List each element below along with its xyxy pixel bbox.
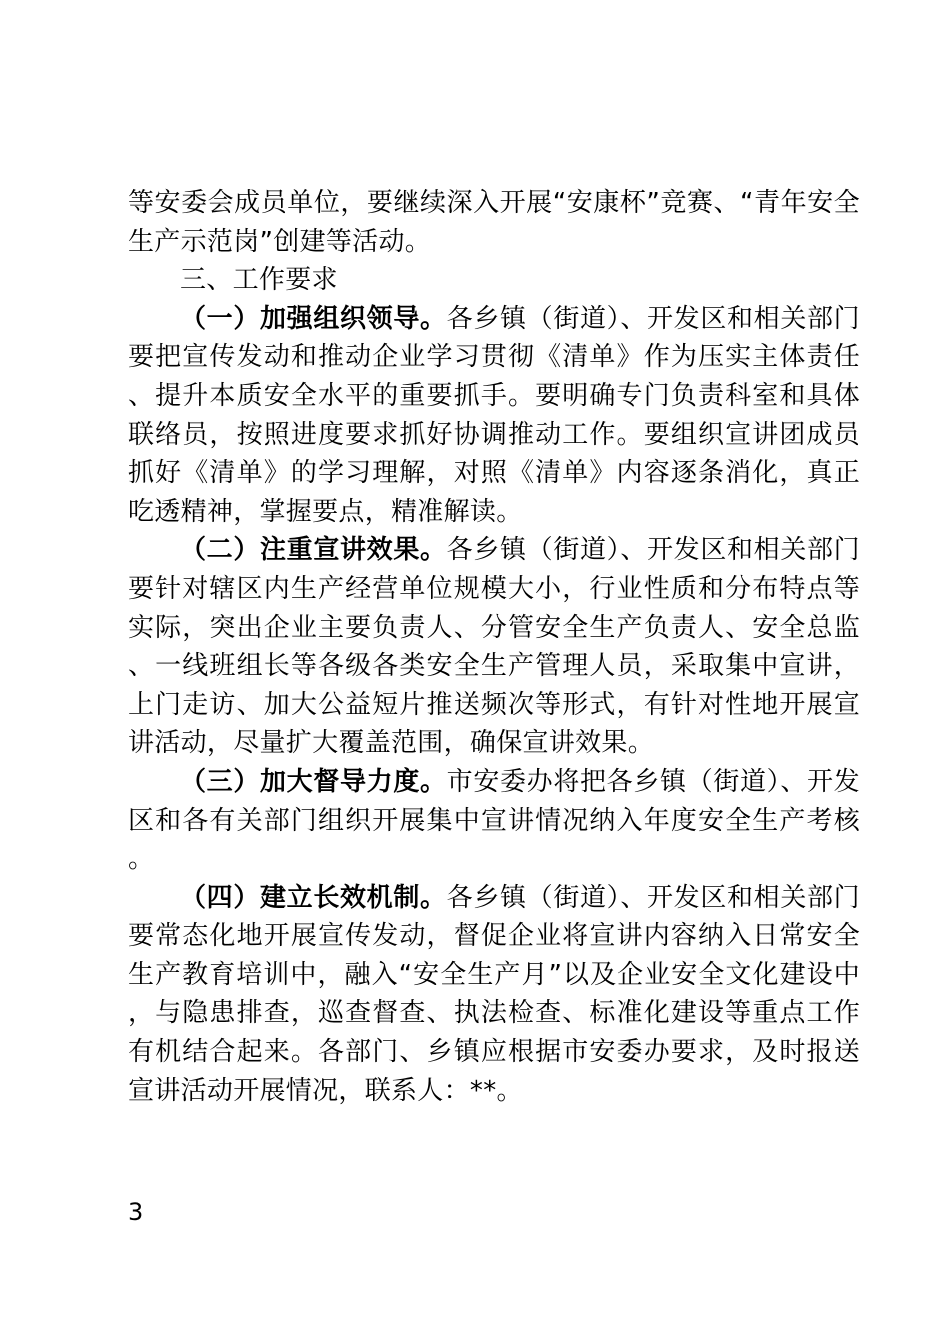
document-page <box>128 184 860 1110</box>
requirement-item-3-heading: （三）加大督导力度。 <box>180 766 447 797</box>
requirement-item-1-heading: （一）加强组织领导。 <box>180 303 447 334</box>
requirement-item-1-body: 各乡镇（街道）、开发区和相关部门要把宣传发动和推动企业学习贯彻《清单》作为压实主体责任、提升本质安全水平的重要抓手。要明确专门负责科室和具体联络员，按照进度要求抓好协调推动工作。要组织宣讲团成员抓好《清单》的学习理解，对照《清单》内容逐条消化，真正吃透精神，掌握要点，精准解读。 <box>128 303 860 527</box>
requirement-item-3 <box>128 763 860 879</box>
requirement-item-4 <box>128 879 860 1111</box>
requirement-item-1 <box>128 300 860 532</box>
section-heading: 三、工作要求 <box>180 265 338 296</box>
requirement-item-4-heading: （四）建立长效机制。 <box>180 882 447 913</box>
page-number: 3 <box>128 1198 144 1226</box>
requirement-item-2-heading: （二）注重宣讲效果。 <box>180 535 447 566</box>
requirement-item-4-body: 各乡镇（街道）、开发区和相关部门要常态化地开展宣传发动，督促企业将宣讲内容纳入日常安全生产教育培训中，融入“安全生产月”以及企业安全文化建设中，与隐患排查，巡查督查、执法检查、标准化建设等重点工作有机结合起来。各部门、乡镇应根据市安委办要求，及时报送宣讲活动开展情况，联系人：**。 <box>128 882 860 1106</box>
requirement-item-3-body: 市安委办将把各乡镇（街道）、开发区和各有关部门组织开展集中宣讲情况纳入年度安全生产考核。 <box>128 766 860 875</box>
continuation-paragraph: 等安委会成员单位，要继续深入开展“安康杯”竞赛、“青年安全生产示范岗”创建等活动。 <box>128 188 860 257</box>
requirement-item-2 <box>128 531 860 763</box>
requirement-item-2-body: 各乡镇（街道）、开发区和相关部门要针对辖区内生产经营单位规模大小，行业性质和分布特点等实际，突出企业主要负责人、分管安全生产负责人、安全总监、一线班组长等各级各类安全生产管理人员，采取集中宣讲，上门走访、加大公益短片推送频次等形式，有针对性地开展宣讲活动，尽量扩大覆盖范围，确保宣讲效果。 <box>128 535 860 759</box>
